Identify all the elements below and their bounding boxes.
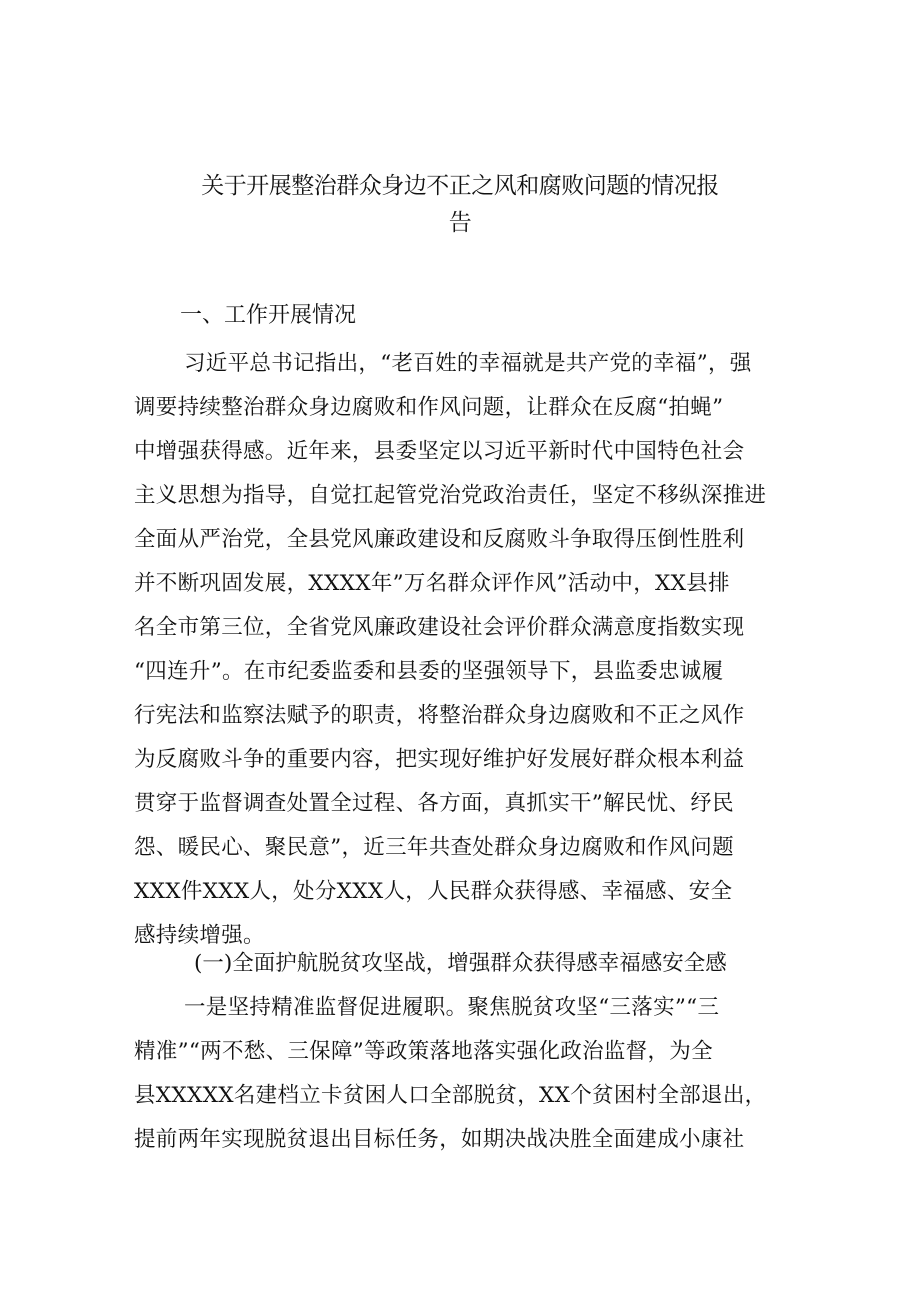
paragraph-line: 调要持续整治群众身边腐败和作风问题，让群众在反腐“拍蝇” — [134, 395, 724, 420]
paragraph-line: XXX件XXX人，处分XXX人，人民群众获得感、幸福感、安全 — [134, 879, 733, 904]
paragraph-line: 习近平总书记指出，“老百姓的幸福就是共产党的幸福”，强 — [184, 351, 752, 376]
paragraph-line: “四连升”。在市纪委监委和县委的坚强领导下，县监委忠诚履 — [134, 659, 724, 684]
paragraph-line: 怨、暖民心、聚民意”，近三年共查处群众身边腐败和作风问题 — [134, 835, 734, 860]
paragraph-line: 名全市第三位，全省党风廉政建设社会评价群众满意度指数实现 — [134, 615, 745, 640]
paragraph-line: 并不断巩固发展，XXXX年”万名群众评作风”活动中，XX县排 — [134, 571, 730, 596]
document-title — [120, 168, 800, 242]
paragraph-line: 县XXXXX名建档立卡贫困人口全部脱贫，XX个贫困村全部退出， — [134, 1083, 767, 1108]
paragraph-1 — [134, 342, 810, 958]
paragraph-line: 全面从严治党，全县党风廉政建设和反腐败斗争取得压倒性胜利 — [134, 527, 745, 552]
paragraph-line: 贯穿于监督调查处置全过程、各方面，真抓实干”解民忧、纾民 — [134, 791, 734, 816]
paragraph-line: 提前两年实现脱贫退出目标任务，如期决战决胜全面建成小康社 — [134, 1127, 745, 1152]
title-line: 告 — [448, 210, 472, 236]
paragraph-line: 为反腐败斗争的重要内容，把实现好维护好发展好群众根本利益 — [134, 747, 745, 772]
title-line: 关于开展整治群众身边不正之风和腐败问题的情况报 — [201, 173, 719, 199]
subsection-heading: (一)全面护航脱贫攻坚战，增强群众获得感幸福感安全感 — [194, 951, 727, 976]
paragraph-line: 主义思想为指导，自觉扛起管党治党政治责任，坚定不移纵深推进 — [134, 483, 767, 508]
paragraph-2 — [134, 986, 810, 1162]
section-heading: 一、工作开展情况 — [180, 303, 357, 328]
paragraph-line: 一是坚持精准监督促进履职。聚焦脱贫攻坚“三落实”“三 — [184, 995, 720, 1020]
paragraph-line: 行宪法和监察法赋予的职责，将整治群众身边腐败和不正之风作 — [134, 703, 745, 728]
paragraph-line: 感持续增强。 — [134, 923, 265, 948]
paragraph-line: 中增强获得感。近年来，县委坚定以习近平新时代中国特色社会 — [134, 439, 745, 464]
paragraph-line: 精准”“两不愁、三保障”等政策落地落实强化政治监督，为全 — [134, 1039, 713, 1064]
